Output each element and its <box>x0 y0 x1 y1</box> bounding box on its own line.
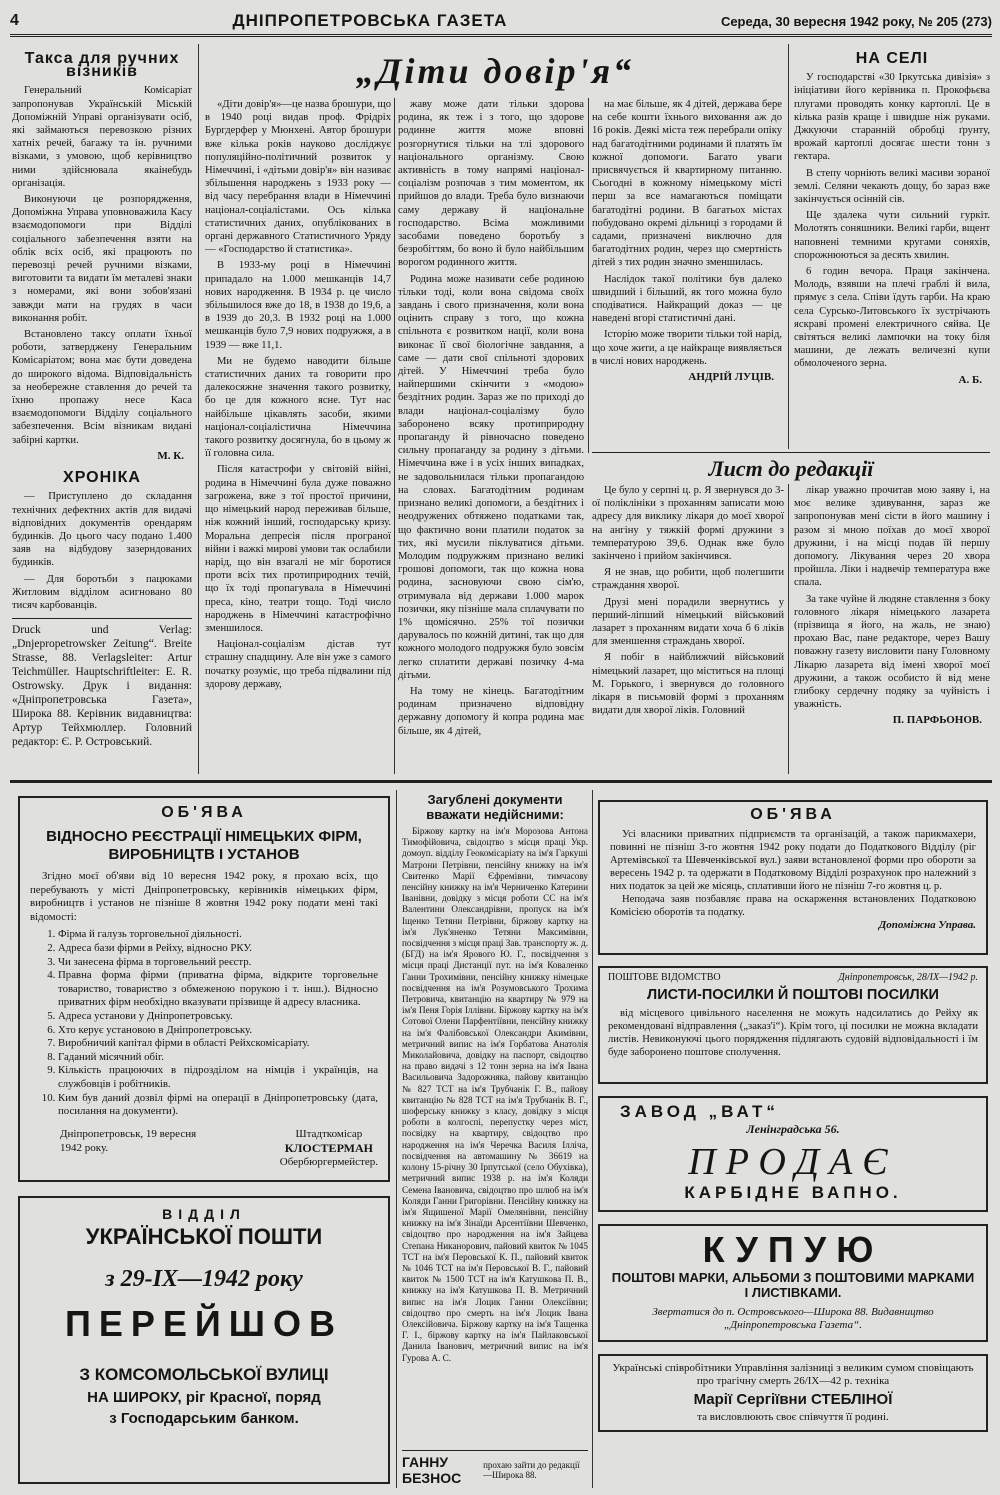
chronika-paragraph: — Для боротьби з пацюками Житловим відділом асигновано 80 тисяч карбованців. <box>12 573 192 611</box>
notice-item: 10. Ким був даний дозвіл фірмі на операції в Дніпропетровську (дата, посилання на документи). <box>58 1092 378 1119</box>
taksa-title: Такса для ручних візників <box>24 50 180 81</box>
page-number: 4 <box>10 12 19 29</box>
factory-big: ПРОДАЄ <box>688 1141 898 1183</box>
selo-paragraph: У господарстві «30 Іркутська дивізія» з ініціативи його керівника п. Прокофьєва плугами проводять конку картоплі. Це в кілька разів краще і швидше ніж руками. Джкуючи старанній обробці ґрунту, врожай картоплі досягає шести тонн з гектара. <box>794 72 990 163</box>
section-rule <box>10 780 992 783</box>
factory-title: ЗАВОД „ВАТ“ <box>620 1102 779 1121</box>
notice-item: 6. Хто керує установою в Дніпропетровську. <box>58 1024 378 1038</box>
notice-place-date: Дніпропетровськ, 19 вересня 1942 року. <box>60 1127 197 1154</box>
left-column <box>12 50 192 770</box>
condolence-l2: та висловлюють своє співчуття її родині. <box>697 1411 889 1423</box>
buy-l2: Звертатися до п. Островського—Широка 88. Видавництво „Дніпропетровська Газета“. <box>652 1306 934 1331</box>
lost-footer-name: ГАННУ БЕЗНОС <box>402 1454 462 1486</box>
lyst-paragraph: Я не знав, що робити, щоб полегшити страждання хворої. <box>592 567 784 592</box>
postal-left: ПОШТОВЕ ВІДОМСТВО <box>608 972 721 983</box>
column-rule <box>788 484 789 774</box>
lost-documents <box>402 792 588 1488</box>
article-paragraph: «Діти довір'я»—це назва брошури, що в 1940 році видав проф. Фрідріх Бургдерфер у Мюнхені. Автор брошури вже кілька років науково досліджує популяційно-політичний розвиток у Німеччині, і «дітьми довір'я» він називає збільшення народжень з 1933 року — від часу перебрання влади в Німеччині націонал-соціалістами. Ось кілька статистичних даних, опублікованих в органі державного Статистичного Уряду — «Господарство й статистика». <box>205 99 391 256</box>
notice-signer <box>280 1127 378 1169</box>
section-rule <box>592 452 990 453</box>
lyst-paragraph: Я побіг в найближчий військовий німецький лазарет, що міститься на площі М. Горького, і звернувся до головного лікаря в письмовій формі з проханням видати для хворої ліків. Головний <box>592 652 784 717</box>
notice-title: ОБ'ЯВА <box>161 804 247 821</box>
tax-title: ОБ'ЯВА <box>750 806 836 823</box>
article-paragraph: На тому не кінець. Багатодітним родинам призначено відповідну державну допомогу й копра родина має більше, як 4 дітей, <box>398 685 584 737</box>
postal-body: від місцевого цивільного населення не можуть надсилатись до Рейху як рекомендовані відправлення („заказ'і“). Крім того, ці посилки не можна вкладати листів. Невиконуючі цього порядження підлягають судовій відповідальності і їм буде заборонено поштове сполучення. <box>608 1008 978 1058</box>
signer-name: КЛОСТЕРМАН <box>284 1140 373 1155</box>
tax-notice <box>598 800 988 955</box>
selo-column <box>794 50 990 448</box>
notice-item: 2. Адреса бази фірми в Рейху, відносно РКУ. <box>58 942 378 956</box>
post-l1: ВІДДІЛ <box>162 1206 246 1222</box>
lost-footer <box>402 1450 588 1486</box>
column-rule <box>592 790 593 1488</box>
lyst-col1 <box>592 484 784 774</box>
notice-subtitle: ВІДНОСНО РЕЄСТРАЦІЇ НІМЕЦЬКИХ ФІРМ, ВИРОБНИЦТВ І УСТАНОВ <box>46 828 362 863</box>
column-rule <box>394 98 395 774</box>
lyst-paragraph: За таке чуйне й людяне ставлення з боку головного лікаря німецького лазарета (прізвища я його, на жаль, не знаю) прохаю Вас, пане редакторе, через Вашу поважну газету висловити пану Головному Лікарю лазарета від імені хворої моєї дружини, а також особисто й від мене глибоку сердечну подяку за чуйність і уважність. <box>794 593 990 711</box>
notice-item: 8. Гаданий місячний обіг. <box>58 1051 378 1065</box>
postal-title: ЛИСТИ-ПОСИЛКИ Й ПОШТОВІ ПОСИЛКИ <box>647 987 939 1003</box>
condolence-notice <box>598 1354 988 1432</box>
selo-paragraph: 6 годин вечора. Праця закінчена. Молодь, взявши на плечі граблі й вила, прямує з села. Співи їдуть гарби. На краю села Сурсько-Литовського їх зустрічають яскраві промені електричного сяйва. Це світяться великі лампочки на току біля машини, де лежать величезні купи обмолоченого зерна. <box>794 266 990 370</box>
lost-title: Загублені документи вважати недійсними: <box>426 792 564 822</box>
column-rule <box>588 98 589 453</box>
lyst-paragraph: Друзі мені порадили звернутись у перший-ліпший німецький військовий лазарет з проханням видати хоча б 6 ліків для зменшення страждань хворої. <box>592 596 784 648</box>
article-paragraph: В 1933-му році в Німеччині припадало на 1.000 мешканців 14,7 нових народження. В 1934 р. це число збільшилося вже до 18, в 1938 до 19,6, а в 1939 до 20,3. В 1932 році на 1.000 мешканців було 7,9 нових подружжя, а в 1939 — вже 11,1. <box>205 260 391 351</box>
notice-item: 3. Чи занесена фірма в торговельний реєстр. <box>58 956 378 970</box>
condolence-l1: Українські співробітники Управління залізниці з великим сумом сповіщають про трагічну смерть 26/ІХ—42 р. техніка <box>612 1362 974 1387</box>
registration-notice <box>18 796 390 1182</box>
taksa-paragraph: Генеральний Комісаріат запропонував Українській Міській Допоміжній Управі організувати осіб, які займаються перевозкою різних хатніх речей, багажу та ін. ручними візками, з умовою, щоб керівництво ними здійснювала якаінебудь організація. <box>12 85 192 189</box>
paper-title: ДНІПРОПЕТРОВСЬКА ГАЗЕТА <box>232 11 508 30</box>
lyst-signature: П. ПАРФЬОНОВ. <box>892 714 982 727</box>
factory-product: КАРБІДНЕ ВАПНО. <box>684 1183 902 1202</box>
selo-paragraph: В степу чорніють великі масиви зораної землі. Селяни чекають дощу, бо зараз вже закінчується осінній сів. <box>794 167 990 206</box>
article-paragraph: Ми не будемо наводити більше статистичних даних та говорити про далекосяжне значення такого розвитку, бо це для кожного ясне. Тут нас найбільше цікавлять засоби, якими націонал-соціалістична Німеччина такого розвитку досягнула, бо в цьому ж її головна сила. <box>205 355 391 460</box>
article-paragraph: Наслідок такої політики був далеко швидший і більший, як того можна було сподіватися. Найкращий доказ — це наведені вгорі статистичні дані. <box>592 273 782 325</box>
imprint: Druck und Verlag: „Dnjepropetrowsker Zeitung“. Breite Strasse, 88. Verlagsleiter: Artur Teichmüller. Hauptschriftleiter: E. R. Ostrowsky. Друк і видання: «Дніпропетровська Газета», Широка 88. Керівник видавництва: Артур Тейхмюллер. Головний редактор: Є. Р. Островський. <box>12 618 192 749</box>
article-paragraph: Родина може називати себе родиною тільки тоді, коли вона свідома своїх завдань і свого призначення, коли вона оцінить справу з того, що кожна спільнота є розвитком нації, коли вона виконає її свої біологічне завдання, а саме — дати свої спільноті здорових дітей. У Німеччині треба було найпершими скінчити з «модою» бездітних родин. Зараз же по приході до влади націонал-соціалізму було заборонено всяку протиприродну пропаганду й рівночасно поведено сильну пропаганду за родину з дітьми. Німеччина вже і в усіх інших випадках, не задовольнилася тільки пропагандою на словах. Багатодітним родинам признано великі допомоги, а бездітних і неодружених обтяжено податками так, що фактично вони платили податок за тих, які мусили піклуватися дітьми. Молодим подружжям признано великі грошові допомоги, так що кожна нова родина, засновуючи свою сім'ю, отримувала від держави 1.000 марок позички, яку пізніше мала сплачувати по 1% щомісячно. 25% тої позички дарувалось по кожній дитині, так що для кожного молодого подружжя було зовсім легко сплатити державі позичку 4-ма дітьми. <box>398 273 584 681</box>
notice-item: 5. Адреса установи у Дніпропетровську. <box>58 1010 378 1024</box>
tax-p2: Неподача заяв позбавляє права на оскарження встановлених Податковою Комісією оборотів та податку. <box>610 894 976 918</box>
lost-body: Біржову картку на ім'я Морозова Антона Тимофійовича, свідоцтво з місця праці Укр. домоуп. відділу Геокомісаріату на ім'я Гаркуші Матрони Петрівни, пенсійну книжку на ім'я Свитенко Марії Єфремівни, тимчасову пенсійну книжку на ім'я Черниченко Катерини Іванівни, довідку з місця роботи СС на ім'я Валентини Олександрівни, пропуск на ім'я Іщенко Тетяни Петрівни, біржову картку на ім'я Лук'яненко Тетяни Максимівни, посвідчення з місця праці Зав. транспорту ж. д. (БГД) на ім'я Ярового Ю. Г., посвідчення з місця праці Дистанції пут. на ім'я Коваленко Ганни Трохимівни, пенсійну книжку німецьке посвідчення на ім'я Розумовського Трохима Петровича, квитанцію на квартиру № 979 на ім'я Пеня Горія Іллівни. Біржову картку на ім'я Сотової Олени Парфентіївни, пенсійну книжку на ім'я Фалібовської Олександри Акимівни, метричний випис на ім'я Горбатова Анатолія Миколайовича, довідку на паспорт, свідоцтво на право видачі з 12 тонн зерна на ім'я Івана Васильовича Задорожняка, пайову квитанцію № 827 ТСТ на ім'я Трубчанік Г. В., пайову квитанцію № 828 ТСТ на ім'я Трубчанік В. Г., шоферську книжку з класу, довідку з місця роботи в колгоспі, перепустку через міст, посвідку на квартиру, свідоцтво про народження на ім'я Черечка Василя Ілліча, посвідчення на автомашину № 36619 на колону 15-річну 30 Ірпутської (село Обухівка), метричний випис 1938 р. на ім'я Коляди Семена Івановича, свідоцтво про шлюб на ім'я Коляди Ганни Григорівни. Пенсійну книжку на ім'я Ящишеної Марії Омелянівни, пенсійну книжку на ім'я Зінаїди Арсентіївни Шевченко, свідоцтво про народження на ім'я Зайцева Степана Никанорович, пайовий квиток № 1045 ТСТ на ім'я Перовської К. П., пайовий квиток № 1046 ТСТ на ім'я Перовської В. Г., пайовий квиток № 1500 ТСТ на ім'я Катушкова П. В., книжку на ім'я Катушкова П. В. Метричний випис на ім'я Лоцик Ганни Олексіївни; свідоцтво про смерть на ім'я Лоцик Івана Олексійовича. Біржову картку на ім'я Тащенка Г. І., біржову картку на ім'я Пайлаковської Данила Іванович, метричний випис на ім'я Гурова А. С. <box>402 826 588 1363</box>
column-rule <box>788 44 789 449</box>
column-rule <box>396 790 397 1488</box>
chronika-title: ХРОНІКА <box>63 469 141 487</box>
post-office-notice <box>18 1196 390 1484</box>
post-l3: з 29-ІХ—1942 року <box>105 1266 303 1292</box>
article-paragraph: Після катастрофи у світовій війні, родина в Німеччині була дуже поважно загрожена, вже з тої простої причини, що німецький народ переживав більше, ніж кожний інший, господарську кризу. Моральна депресія після програної війни і важкі мирові умови так ослабили нарід, що він взагалі не міг боротися проти всіх тих протиприродних течій, що їх тоді пропагувала в Німеччині преса, кіно, театри тощо. Тоді число народжень в Німеччині катастрофічно зменшилося. <box>205 464 391 634</box>
article-paragraph: на має більше, як 4 дітей, держава бере на себе кошти їхнього виховання аж до 16 років. Деякі міста теж перебрали опіку над багатодітними родинами й платять їм кожної допомоги. Багато уваги присвячується й квартирному питанню. Сьогодні в кожному німецькому місті перш за все намагаються поміщати багатодітні родини. В багатьох містах побудовано окремі дільниці з городами й садами, призначені виключно для багатодітних родин, через що смертність дітей з тих родин значно зменшилась. <box>592 99 782 269</box>
post-l6: НА ШИРОКУ, ріг Красної, поряд <box>87 1389 321 1406</box>
post-l4: ПЕРЕЙШОВ <box>65 1303 343 1344</box>
article-signature: АНДРІЙ ЛУЦІВ. <box>688 371 774 384</box>
signer-role: Штадткомісар <box>295 1127 363 1140</box>
lyst-title: Лист до редакції <box>708 456 874 481</box>
column-rule <box>198 44 199 774</box>
taksa-signature: М. К. <box>157 449 184 462</box>
condolence-name: Марії Сергіївни СТЕБЛІНОЇ <box>693 1391 893 1408</box>
article-paragraph: Історію може творити тільки той нарід, що хоче жити, а це найкраще виявляється в числі нових народжень. <box>592 329 782 367</box>
article-paragraph: Націонал-соціалізм дістав тут страшну спадщину. Але він уже з самого початку розуміє, що треба підвалини під здорову державу, <box>205 639 391 690</box>
selo-signature: А. Б. <box>958 373 982 386</box>
taksa-paragraph: Встановлено таксу оплати їхньої роботи, затверджену Генеральним Комісаріатом; вона має бути доведена до широкого відома. Відповідальність за необережне ставлення до речей та їхню пропажу несе Каса взаємодопомоги Відділу соціального забезпечення. Всім візникам видані забірні картки. <box>12 329 192 446</box>
article-paragraph: жаву може дати тільки здорова родина, як теж і з того, що здорове родинне життя може вповні розгорнутися тільки на тлі здорового національного організму. Свою активність в тому напрямі націонал-соціалізм розпочав з тим моментом, як прийшов до влади. Треба було визнаючи саму державу й національне господарство. Всіма можливими засобами поведено боротьбу з безробіттям, бо воно й було найбільшим ворогом родинного життя. <box>398 99 584 269</box>
notice-footer <box>30 1127 378 1169</box>
post-l5: З КОМСОМОЛЬСЬКОЇ ВУЛИЦІ <box>79 1365 329 1384</box>
buy-l1: ПОШТОВІ МАРКИ, АЛЬБОМИ З ПОШТОВИМИ МАРКАМИ І ЛИСТІВКАМИ. <box>611 1270 975 1300</box>
lost-footer-text: прохаю зайти до редакції —Широка 88. <box>483 1460 580 1480</box>
page-header <box>10 8 992 37</box>
taksa-paragraph: Виконуючи це розпорядження, Допоміжна Управа уповноважила Касу взаємодопомоги при Відділі соціального забезпечення взяти на облік всіх осіб, які працюють по перевозці речей ручними візками, виготовити та видати їм металеві знаки з номерами, які вони зобов'язані завжди мати на грудях в часи виконання робіт. <box>12 194 192 324</box>
issue-date: Середа, 30 вересня 1942 року, № 205 (273) <box>720 13 992 29</box>
notice-item: 9. Кількість працюючих в підрозділом на німців і українців, на службовців і робітників. <box>58 1064 378 1091</box>
tax-p1: Усі власники приватних підприємств та організацій, а також парикмахери, повинні не пізніш 3-го жовтня 1942 року подати до Податкового Відділу (ріг Артемівської та Шевченківської вул.) заяви встановленої форми про обороти за вересень 1942 р. та одержати в Податковому Відділі розрахунок про належний з них податок за цей же місяць, сплативши його не пізніш 7-го жовтня ц. р. <box>610 829 976 892</box>
signer-title: Обербюргермейстер. <box>279 1155 378 1168</box>
postal-service-notice <box>598 966 988 1084</box>
notice-items <box>58 928 378 1118</box>
buy-big: КУПУЮ <box>702 1229 884 1270</box>
factory-address: Ленінградська 56. <box>746 1122 840 1136</box>
main-article-col2 <box>398 98 584 774</box>
post-l2: УКРАЇНСЬКОЇ ПОШТИ <box>85 1224 323 1249</box>
postal-right: Дніпропетровськ, 28/ІХ—1942 р. <box>838 972 978 983</box>
selo-paragraph: Ще здалека чути сильний гуркіт. Молотять соняшники. Великі гарби, вщент наповнені темними кругами соняхів, спорожнюються за десять хвилин. <box>794 210 990 261</box>
notice-item: 1. Фірма й галузь торговельної діяльності. <box>58 928 378 942</box>
lyst-col2 <box>794 484 990 774</box>
main-article-title: „Діти довір'я“ <box>355 51 635 91</box>
postal-header <box>608 972 978 983</box>
notice-intro: Згідно моєї об'яви від 10 вересня 1942 року, я прохаю всіх, що перебувають у місті Дніпропетровську, керівників німецьких фірм, виробництв і установ не пізніше 8 жовтня 1942 року подати мені такі відомості: <box>30 870 378 923</box>
buy-stamps-ad <box>598 1224 988 1342</box>
chronika-paragraph: — Приступлено до складання технічних дефектних актів для видачі відповідних документів орендарям будинків. До цього часу подано 1.400 заяв на відбудову зазерндованих будинків. <box>12 491 192 569</box>
post-l7: з Господарським банком. <box>109 1410 299 1427</box>
factory-ad <box>598 1096 988 1212</box>
tax-signature: Допоміжна Управа. <box>878 919 976 931</box>
notice-item: 4. Правна форма фірми (приватна фірма, відкрите торговельне товариство, товариство з обмеженою порукою і т. інш.). Відносно приватних фірм необхідно вказувати прізвище й адресу власника. <box>58 969 378 1010</box>
main-article-col3 <box>592 98 782 448</box>
lyst-paragraph: Це було у серпні ц. р. Я звернувся до 3-ої поліклініки з проханням записати мою адресу для виклику лікаря до моєї хворої на ангіну у тяжкій формі дружини з температурою 39,6. Однак вже було закінчено і прийом закінчився. <box>592 485 784 563</box>
lyst-paragraph: лікар уважно прочитав мою заяву і, на моє велике здивування, зараз же запропонував мені сісти в його машину і разом зі мною поїхав до моєї хворої дружини, і на місці подав їй першу допомогу. Лікування через 20 хвора пройшла. Ліки і надвечір температура вже спала. <box>794 485 990 589</box>
selo-title: НА СЕЛІ <box>855 50 929 67</box>
main-article-col1 <box>205 98 391 774</box>
notice-item: 7. Виробничий капітал фірми в області Рейхскомісаріату. <box>58 1037 378 1051</box>
